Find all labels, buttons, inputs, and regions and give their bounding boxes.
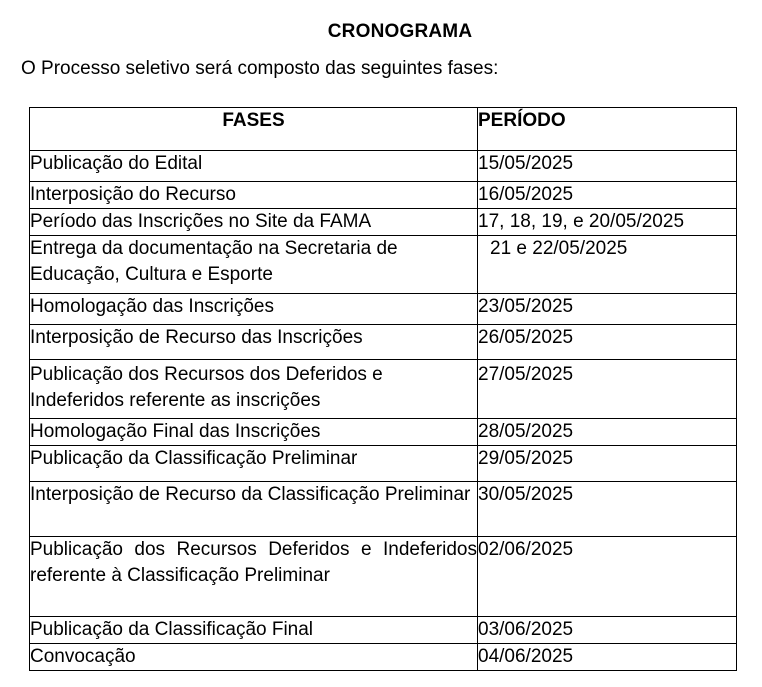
phase-cell: Publicação do Edital	[30, 151, 478, 182]
document-title: CRONOGRAMA	[327, 21, 473, 42]
phase-cell: Interposição de Recurso das Inscrições	[30, 325, 478, 360]
table-row	[30, 182, 737, 209]
header-fases: FASES	[30, 108, 478, 151]
phase-cell: Publicação da Classificação Final	[30, 617, 478, 644]
period-cell: 23/05/2025	[478, 294, 737, 325]
intro-text: O Processo seletivo será composto das seguintes fases:	[21, 58, 499, 79]
table-row	[30, 419, 737, 446]
table-row	[30, 617, 737, 644]
period-cell: 21 e 22/05/2025	[478, 236, 737, 294]
table-row	[30, 482, 737, 537]
phase-cell: Homologação das Inscrições	[30, 294, 478, 325]
table-row	[30, 151, 737, 182]
period-cell: 28/05/2025	[478, 419, 737, 446]
period-cell: 27/05/2025	[478, 360, 737, 419]
phase-cell: Período das Inscrições no Site da FAMA	[30, 209, 478, 236]
table-row	[30, 325, 737, 360]
period-cell: 03/06/2025	[478, 617, 737, 644]
table-row	[30, 294, 737, 325]
table-row	[30, 537, 737, 617]
schedule-table	[29, 107, 737, 671]
table-row	[30, 209, 737, 236]
phase-cell: Entrega da documentação na Secretaria de Educação, Cultura e Esporte	[30, 236, 478, 294]
period-cell: 02/06/2025	[478, 537, 737, 617]
table-row	[30, 360, 737, 419]
period-cell: 17, 18, 19, e 20/05/2025	[478, 209, 737, 236]
phase-cell: Homologação Final das Inscrições	[30, 419, 478, 446]
phase-cell: Publicação dos Recursos Deferidos e Indeferidos referente à Classificação Preliminar	[30, 537, 478, 617]
phase-cell: Publicação da Classificação Preliminar	[30, 446, 478, 482]
header-periodo: PERÍODO	[478, 108, 737, 151]
period-cell: 29/05/2025	[478, 446, 737, 482]
phase-cell: Convocação	[30, 644, 478, 671]
phase-cell: Interposição de Recurso da Classificação Preliminar	[30, 482, 478, 537]
period-cell: 04/06/2025	[478, 644, 737, 671]
table-row	[30, 446, 737, 482]
period-cell: 15/05/2025	[478, 151, 737, 182]
period-cell: 16/05/2025	[478, 182, 737, 209]
table-row	[30, 644, 737, 671]
table-header-row	[30, 108, 737, 151]
period-cell: 26/05/2025	[478, 325, 737, 360]
phase-cell: Interposição do Recurso	[30, 182, 478, 209]
period-cell: 30/05/2025	[478, 482, 737, 537]
table-row	[30, 236, 737, 294]
phase-cell: Publicação dos Recursos dos Deferidos e Indeferidos referente as inscrições	[30, 360, 478, 419]
